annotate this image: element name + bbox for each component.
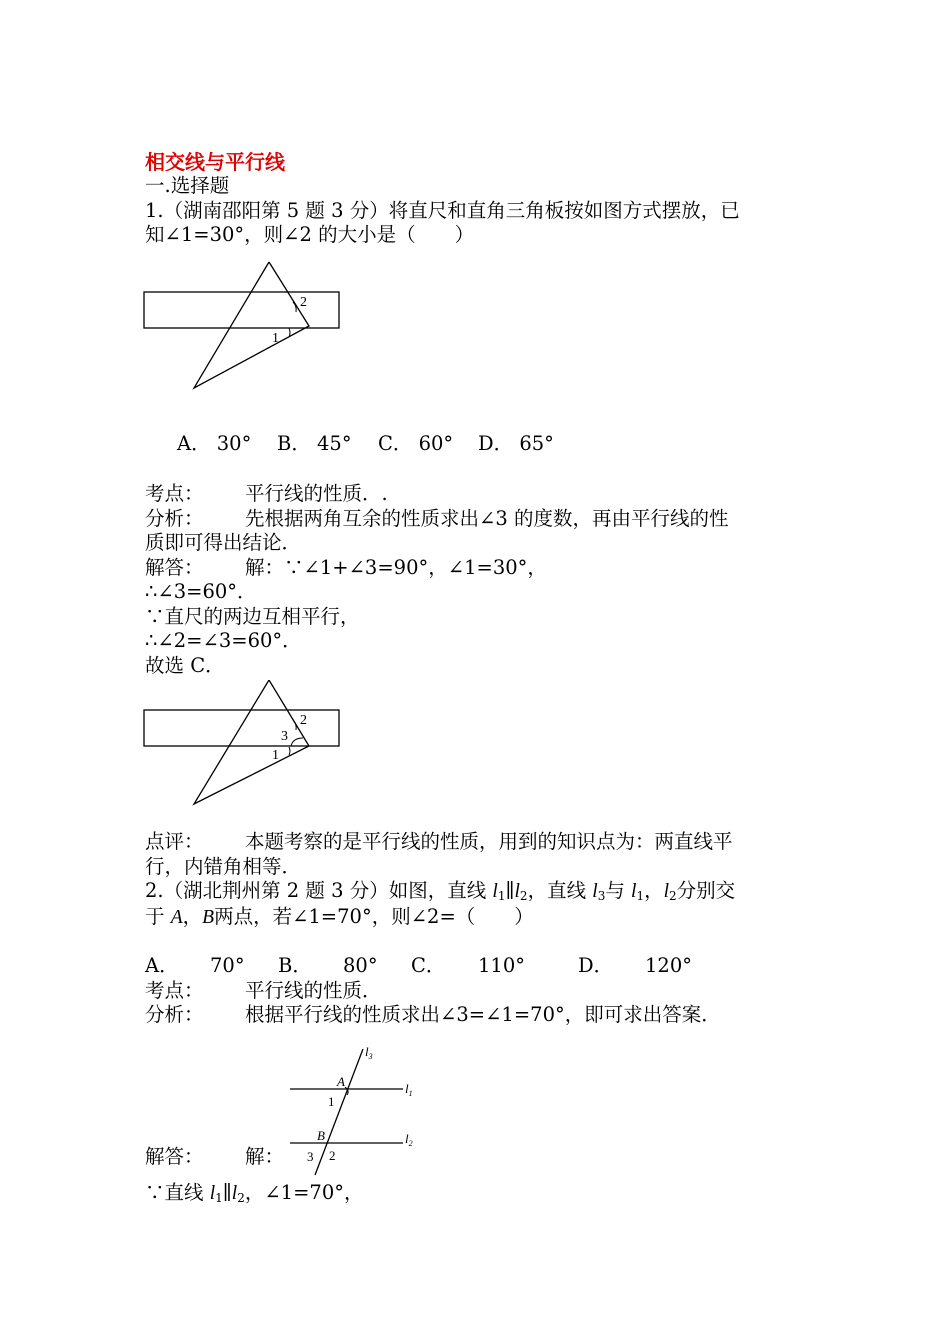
q2-fenxi-text: 根据平行线的性质求出∠3=∠1=70°，即可求出答案． bbox=[245, 1003, 721, 1026]
q1-solution-line: ∴∠3=60°． bbox=[145, 580, 257, 603]
q2-kaodian-text: 平行线的性质． bbox=[245, 978, 382, 1002]
q2-sub: 1 bbox=[215, 1190, 223, 1205]
q1-pingping-label: 点评： bbox=[145, 830, 204, 853]
q2-angle3-label: 3 bbox=[307, 1148, 314, 1164]
q1s-angle3-label: 3 bbox=[281, 729, 288, 744]
q2-final-part: ，∠1=70°， bbox=[244, 1180, 364, 1204]
q2-stem-part: ， bbox=[182, 904, 203, 928]
q1-kaodian-label: 考点： bbox=[145, 482, 204, 505]
q1-fenxi-row bbox=[145, 507, 810, 532]
q2-stem-part: 于 bbox=[145, 904, 171, 928]
q2-fenxi-label: 分析： bbox=[145, 1003, 204, 1026]
q2-var-l: l bbox=[492, 881, 498, 902]
q2-stem-part: ， bbox=[644, 879, 664, 902]
q1-fenxi-line2: 质即可得出结论． bbox=[145, 531, 302, 554]
q2-var-l: l bbox=[209, 1182, 216, 1204]
q1-pingping-text: 本题考察的是平行线的性质，用到的知识点为：两直线平 bbox=[245, 830, 733, 853]
q1-stem-line2: 知∠1=30°，则∠2 的大小是（ ） bbox=[145, 223, 475, 246]
q2-options bbox=[145, 954, 810, 979]
q2-var-l: l bbox=[592, 881, 598, 902]
q2-fenxi-row bbox=[145, 1003, 810, 1028]
q2-final-line bbox=[145, 1181, 810, 1207]
q2-option-b-letter: B． bbox=[278, 954, 312, 977]
q1-stem-line1: 1.（湖南邵阳第 5 题 3 分）将直尺和直角三角板按如图方式摆放，已 bbox=[145, 198, 740, 222]
q2-angle1-label: 1 bbox=[328, 1093, 335, 1109]
q2-point-a-label: A bbox=[337, 1073, 345, 1089]
q2-final-part: ∵直线 bbox=[145, 1180, 210, 1204]
q1-solution-line: 故选 C． bbox=[145, 653, 225, 677]
section-heading: 一.选择题 bbox=[145, 174, 230, 197]
q2-kaodian-label: 考点： bbox=[145, 978, 204, 1002]
q2-var-a: A bbox=[170, 906, 183, 928]
q2-option-a-value: 70° bbox=[210, 954, 245, 977]
q2-option-a-letter: A． bbox=[145, 954, 179, 977]
q1-kaodian-row bbox=[145, 482, 810, 507]
doc-title: 相交线与平行线 bbox=[145, 150, 285, 174]
q1-angle2-label: 2 bbox=[300, 294, 307, 310]
q2-figure-parallel-lines bbox=[285, 1043, 435, 1178]
q2-option-c-value: 110° bbox=[478, 954, 525, 977]
q1-figure-ruler-triangle bbox=[143, 260, 353, 410]
q2-jieda-text: 解： bbox=[245, 1144, 285, 1168]
q2-kaodian-row bbox=[145, 979, 810, 1004]
q2-jieda-label: 解答： bbox=[145, 1144, 204, 1168]
q2-parallel-symbol: ∥ bbox=[505, 879, 515, 902]
q1-option-c: C． 60° bbox=[378, 431, 454, 455]
q1s-angle1-label: 1 bbox=[272, 748, 279, 763]
q2-option-c-letter: C． bbox=[411, 954, 446, 977]
document-page bbox=[145, 150, 810, 1206]
q2-stem-part: 2.（湖北荆州第 2 题 3 分）如图，直线 bbox=[145, 879, 493, 902]
q2-sub: 2 bbox=[669, 889, 677, 903]
q2-sub: 3 bbox=[597, 889, 606, 903]
q2-stem-part: 两点，若∠1=70°，则∠2=（ ） bbox=[214, 904, 534, 928]
q2-stem-part: ，直线 bbox=[527, 879, 593, 902]
q2-angle2-label: 2 bbox=[329, 1147, 336, 1163]
q2-var-l: l bbox=[631, 881, 637, 902]
q1-jieda-label: 解答： bbox=[145, 555, 204, 579]
q2-stem-line2 bbox=[145, 905, 810, 931]
q1-solution-line: ∴∠2=∠3=60°． bbox=[145, 629, 302, 652]
q2-var-l: l bbox=[514, 881, 520, 902]
q1-jieda-row bbox=[145, 556, 810, 581]
q2-stem-part: 与 bbox=[605, 879, 632, 902]
q2-l1-label: $l_1$ bbox=[405, 1080, 413, 1098]
q1-solution-figure bbox=[143, 680, 353, 810]
q1-angle1-label: 1 bbox=[272, 330, 279, 346]
q2-option-b-value: 80° bbox=[343, 954, 378, 977]
q2-jieda-row bbox=[145, 1145, 284, 1170]
q1s-angle2-label: 2 bbox=[300, 713, 307, 728]
q1-options bbox=[145, 432, 810, 457]
q2-sub: 1 bbox=[497, 889, 506, 903]
q2-option-d-letter: D． bbox=[578, 954, 614, 977]
q1-pingping-row bbox=[145, 830, 810, 855]
q1-kaodian-text: 平行线的性质．. bbox=[245, 482, 388, 505]
q1-option-b: B． 45° bbox=[277, 431, 352, 455]
q1-option-a: A． 30° bbox=[177, 431, 252, 455]
q1-solution-line: ∵直尺的两边互相平行， bbox=[145, 604, 360, 628]
q2-option-d-value: 120° bbox=[645, 954, 692, 977]
q2-parallel-symbol: ∥ bbox=[222, 1180, 232, 1204]
q2-sub: 2 bbox=[519, 889, 528, 903]
q2-l3-label: $l_3$ bbox=[365, 1043, 373, 1061]
q1-jieda-text: 解：∵∠1+∠3=90°，∠1=30°， bbox=[245, 555, 547, 579]
q1-option-d: D． 65° bbox=[478, 431, 554, 455]
q1-fenxi-text: 先根据两角互余的性质求出∠3 的度数，再由平行线的性 bbox=[245, 506, 729, 530]
q2-sub: 2 bbox=[237, 1190, 245, 1205]
q2-l2-label: $l_2$ bbox=[405, 1130, 413, 1148]
q2-stem-part: 分别交 bbox=[676, 879, 736, 902]
q2-answer-block bbox=[145, 1043, 810, 1181]
q2-var-l: l bbox=[231, 1182, 238, 1204]
q1-fenxi-label: 分析： bbox=[145, 506, 204, 530]
q1-pingping-line2: 行，内错角相等． bbox=[145, 854, 302, 878]
q2-point-b-label: B bbox=[317, 1127, 325, 1143]
q2-stem-line1 bbox=[145, 879, 810, 905]
q2-sub: 1 bbox=[636, 889, 645, 903]
q2-var-b: B bbox=[202, 906, 215, 928]
q2-var-l: l bbox=[663, 881, 670, 902]
